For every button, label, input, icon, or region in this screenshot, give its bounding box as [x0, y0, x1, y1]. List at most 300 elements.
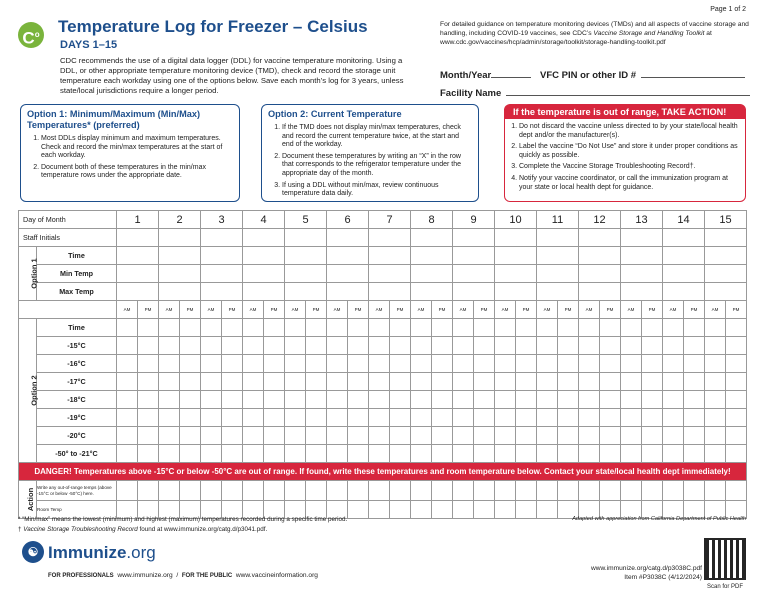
option1-cell[interactable]: [411, 283, 453, 301]
temp-cell[interactable]: [159, 373, 180, 391]
temp-cell[interactable]: [306, 373, 327, 391]
temp-cell[interactable]: [411, 427, 432, 445]
option2-time-cell[interactable]: [684, 319, 705, 337]
temp-cell[interactable]: [705, 445, 726, 463]
temp-cell[interactable]: [621, 337, 642, 355]
staff-initials-cell[interactable]: [453, 229, 495, 247]
temp-cell[interactable]: [264, 355, 285, 373]
temp-cell[interactable]: [201, 409, 222, 427]
temp-cell[interactable]: [516, 445, 537, 463]
temp-cell[interactable]: [516, 409, 537, 427]
temp-cell[interactable]: [726, 355, 747, 373]
temp-cell[interactable]: [600, 445, 621, 463]
staff-initials-cell[interactable]: [705, 229, 747, 247]
temp-cell[interactable]: [726, 427, 747, 445]
temp-cell[interactable]: [285, 409, 306, 427]
temp-cell[interactable]: [117, 355, 138, 373]
temp-cell[interactable]: [516, 373, 537, 391]
temp-cell[interactable]: [201, 445, 222, 463]
option1-cell[interactable]: [369, 247, 411, 265]
temp-cell[interactable]: [579, 409, 600, 427]
temp-cell[interactable]: [432, 445, 453, 463]
temp-cell[interactable]: [684, 427, 705, 445]
temp-cell[interactable]: [390, 355, 411, 373]
temp-cell[interactable]: [705, 409, 726, 427]
temp-cell[interactable]: [642, 373, 663, 391]
option1-cell[interactable]: [117, 247, 159, 265]
temp-cell[interactable]: [369, 373, 390, 391]
out-of-range-cell[interactable]: [285, 481, 306, 501]
public-link[interactable]: www.vaccineinformation.org: [235, 572, 318, 579]
temp-cell[interactable]: [264, 373, 285, 391]
temp-cell[interactable]: [600, 337, 621, 355]
temp-cell[interactable]: [516, 337, 537, 355]
out-of-range-cell[interactable]: [600, 481, 621, 501]
temp-cell[interactable]: [327, 445, 348, 463]
temp-cell[interactable]: [642, 409, 663, 427]
temp-cell[interactable]: [348, 391, 369, 409]
temp-cell[interactable]: [243, 337, 264, 355]
temp-cell[interactable]: [621, 391, 642, 409]
option1-cell[interactable]: [369, 283, 411, 301]
temp-cell[interactable]: [453, 445, 474, 463]
temp-cell[interactable]: [663, 355, 684, 373]
option2-time-cell[interactable]: [579, 319, 600, 337]
temp-cell[interactable]: [348, 337, 369, 355]
staff-initials-cell[interactable]: [243, 229, 285, 247]
option1-cell[interactable]: [327, 247, 369, 265]
option1-cell[interactable]: [705, 283, 747, 301]
option2-time-cell[interactable]: [222, 319, 243, 337]
out-of-range-cell[interactable]: [180, 481, 201, 501]
temp-cell[interactable]: [642, 445, 663, 463]
option1-cell[interactable]: [621, 247, 663, 265]
facility-name-field[interactable]: Facility Name: [440, 83, 750, 101]
temp-cell[interactable]: [579, 391, 600, 409]
temp-cell[interactable]: [537, 409, 558, 427]
option1-cell[interactable]: [159, 283, 201, 301]
staff-initials-cell[interactable]: [495, 229, 537, 247]
temp-cell[interactable]: [495, 373, 516, 391]
temp-cell[interactable]: [411, 409, 432, 427]
option1-cell[interactable]: [537, 265, 579, 283]
temp-cell[interactable]: [558, 445, 579, 463]
temp-cell[interactable]: [243, 427, 264, 445]
temp-cell[interactable]: [117, 445, 138, 463]
temp-cell[interactable]: [474, 337, 495, 355]
option1-cell[interactable]: [117, 265, 159, 283]
option2-time-cell[interactable]: [390, 319, 411, 337]
option1-cell[interactable]: [243, 247, 285, 265]
temp-cell[interactable]: [201, 337, 222, 355]
temp-cell[interactable]: [537, 355, 558, 373]
temp-cell[interactable]: [285, 355, 306, 373]
temp-cell[interactable]: [558, 391, 579, 409]
option2-time-cell[interactable]: [432, 319, 453, 337]
room-temp-cell[interactable]: [474, 501, 495, 519]
room-temp-cell[interactable]: [369, 501, 390, 519]
option1-cell[interactable]: [411, 265, 453, 283]
option1-cell[interactable]: [579, 283, 621, 301]
room-temp-cell[interactable]: [411, 501, 432, 519]
temp-cell[interactable]: [411, 373, 432, 391]
temp-cell[interactable]: [495, 445, 516, 463]
staff-initials-cell[interactable]: [369, 229, 411, 247]
temp-cell[interactable]: [579, 373, 600, 391]
out-of-range-cell[interactable]: [621, 481, 642, 501]
temp-cell[interactable]: [642, 337, 663, 355]
out-of-range-cell[interactable]: [264, 481, 285, 501]
temp-cell[interactable]: [222, 445, 243, 463]
staff-initials-cell[interactable]: [537, 229, 579, 247]
temp-cell[interactable]: [327, 337, 348, 355]
temp-cell[interactable]: [579, 427, 600, 445]
temp-cell[interactable]: [348, 409, 369, 427]
out-of-range-cell[interactable]: [117, 481, 138, 501]
option1-cell[interactable]: [663, 247, 705, 265]
temp-cell[interactable]: [453, 427, 474, 445]
temp-cell[interactable]: [348, 427, 369, 445]
temp-cell[interactable]: [243, 355, 264, 373]
temp-cell[interactable]: [306, 391, 327, 409]
out-of-range-cell[interactable]: [474, 481, 495, 501]
temp-cell[interactable]: [621, 445, 642, 463]
temp-cell[interactable]: [537, 337, 558, 355]
temp-cell[interactable]: [306, 409, 327, 427]
temp-cell[interactable]: [306, 427, 327, 445]
temp-cell[interactable]: [348, 355, 369, 373]
option2-time-cell[interactable]: [159, 319, 180, 337]
option1-cell[interactable]: [117, 283, 159, 301]
temp-cell[interactable]: [369, 409, 390, 427]
temp-cell[interactable]: [726, 445, 747, 463]
option1-cell[interactable]: [537, 247, 579, 265]
staff-initials-cell[interactable]: [663, 229, 705, 247]
temp-cell[interactable]: [726, 337, 747, 355]
temp-cell[interactable]: [243, 373, 264, 391]
option2-time-cell[interactable]: [600, 319, 621, 337]
out-of-range-cell[interactable]: [327, 481, 348, 501]
temp-cell[interactable]: [600, 373, 621, 391]
out-of-range-cell[interactable]: [558, 481, 579, 501]
temp-cell[interactable]: [264, 337, 285, 355]
option1-cell[interactable]: [201, 283, 243, 301]
temp-cell[interactable]: [222, 427, 243, 445]
temp-cell[interactable]: [453, 337, 474, 355]
option1-cell[interactable]: [705, 265, 747, 283]
temp-cell[interactable]: [579, 355, 600, 373]
temp-cell[interactable]: [537, 391, 558, 409]
temp-cell[interactable]: [453, 391, 474, 409]
temp-cell[interactable]: [285, 373, 306, 391]
temp-cell[interactable]: [180, 373, 201, 391]
temp-cell[interactable]: [264, 391, 285, 409]
temp-cell[interactable]: [138, 373, 159, 391]
option2-time-cell[interactable]: [495, 319, 516, 337]
option1-cell[interactable]: [621, 265, 663, 283]
out-of-range-cell[interactable]: [726, 481, 747, 501]
temp-cell[interactable]: [243, 445, 264, 463]
temp-cell[interactable]: [327, 355, 348, 373]
temp-cell[interactable]: [411, 355, 432, 373]
out-of-range-cell[interactable]: [348, 481, 369, 501]
option2-time-cell[interactable]: [285, 319, 306, 337]
option2-time-cell[interactable]: [453, 319, 474, 337]
out-of-range-cell[interactable]: [432, 481, 453, 501]
staff-initials-cell[interactable]: [285, 229, 327, 247]
out-of-range-cell[interactable]: [243, 481, 264, 501]
temp-cell[interactable]: [411, 337, 432, 355]
option2-time-cell[interactable]: [138, 319, 159, 337]
option2-time-cell[interactable]: [369, 319, 390, 337]
professionals-link[interactable]: www.immunize.org: [117, 572, 173, 579]
option1-cell[interactable]: [453, 283, 495, 301]
temp-cell[interactable]: [285, 427, 306, 445]
option1-cell[interactable]: [243, 265, 285, 283]
out-of-range-cell[interactable]: [516, 481, 537, 501]
temp-cell[interactable]: [726, 373, 747, 391]
temp-cell[interactable]: [306, 337, 327, 355]
option2-time-cell[interactable]: [306, 319, 327, 337]
option1-cell[interactable]: [285, 247, 327, 265]
room-temp-cell[interactable]: [390, 501, 411, 519]
staff-initials-cell[interactable]: [159, 229, 201, 247]
temp-cell[interactable]: [558, 409, 579, 427]
temp-cell[interactable]: [117, 373, 138, 391]
out-of-range-cell[interactable]: [642, 481, 663, 501]
option1-cell[interactable]: [327, 265, 369, 283]
temp-cell[interactable]: [180, 391, 201, 409]
room-temp-cell[interactable]: [537, 501, 558, 519]
temp-cell[interactable]: [327, 427, 348, 445]
temp-cell[interactable]: [390, 373, 411, 391]
temp-cell[interactable]: [684, 373, 705, 391]
temp-cell[interactable]: [495, 409, 516, 427]
temp-cell[interactable]: [180, 355, 201, 373]
temp-cell[interactable]: [369, 391, 390, 409]
vfc-pin-field[interactable]: VFC PIN or other ID #: [540, 65, 745, 83]
temp-cell[interactable]: [117, 391, 138, 409]
option2-time-cell[interactable]: [516, 319, 537, 337]
temp-cell[interactable]: [180, 409, 201, 427]
out-of-range-cell[interactable]: [138, 481, 159, 501]
option2-time-cell[interactable]: [411, 319, 432, 337]
option1-cell[interactable]: [201, 247, 243, 265]
temp-cell[interactable]: [264, 427, 285, 445]
out-of-range-cell[interactable]: [705, 481, 726, 501]
temp-cell[interactable]: [474, 409, 495, 427]
temp-cell[interactable]: [600, 355, 621, 373]
temp-cell[interactable]: [432, 427, 453, 445]
temp-cell[interactable]: [663, 445, 684, 463]
temp-cell[interactable]: [180, 445, 201, 463]
temp-cell[interactable]: [369, 445, 390, 463]
option1-cell[interactable]: [369, 265, 411, 283]
temp-cell[interactable]: [243, 409, 264, 427]
option2-time-cell[interactable]: [180, 319, 201, 337]
temp-cell[interactable]: [117, 409, 138, 427]
temp-cell[interactable]: [390, 427, 411, 445]
out-of-range-cell[interactable]: [369, 481, 390, 501]
temp-cell[interactable]: [642, 391, 663, 409]
option1-cell[interactable]: [411, 247, 453, 265]
temp-cell[interactable]: [327, 373, 348, 391]
option2-time-cell[interactable]: [726, 319, 747, 337]
out-of-range-cell[interactable]: [306, 481, 327, 501]
temp-cell[interactable]: [600, 427, 621, 445]
temp-cell[interactable]: [474, 391, 495, 409]
option2-time-cell[interactable]: [558, 319, 579, 337]
temp-cell[interactable]: [138, 355, 159, 373]
temp-cell[interactable]: [369, 427, 390, 445]
staff-initials-cell[interactable]: [579, 229, 621, 247]
temp-cell[interactable]: [474, 445, 495, 463]
temp-cell[interactable]: [558, 337, 579, 355]
temp-cell[interactable]: [306, 355, 327, 373]
temp-cell[interactable]: [474, 373, 495, 391]
temp-cell[interactable]: [264, 409, 285, 427]
temp-cell[interactable]: [453, 373, 474, 391]
option1-cell[interactable]: [579, 247, 621, 265]
temp-cell[interactable]: [495, 355, 516, 373]
temp-cell[interactable]: [117, 427, 138, 445]
temp-cell[interactable]: [621, 427, 642, 445]
option1-cell[interactable]: [243, 283, 285, 301]
temp-cell[interactable]: [411, 445, 432, 463]
staff-initials-cell[interactable]: [411, 229, 453, 247]
temp-cell[interactable]: [663, 373, 684, 391]
option1-cell[interactable]: [495, 283, 537, 301]
option2-time-cell[interactable]: [327, 319, 348, 337]
option2-time-cell[interactable]: [243, 319, 264, 337]
temp-cell[interactable]: [621, 373, 642, 391]
temp-cell[interactable]: [495, 391, 516, 409]
temp-cell[interactable]: [684, 445, 705, 463]
temp-cell[interactable]: [516, 355, 537, 373]
out-of-range-cell[interactable]: [222, 481, 243, 501]
temp-cell[interactable]: [579, 445, 600, 463]
staff-initials-cell[interactable]: [621, 229, 663, 247]
temp-cell[interactable]: [663, 409, 684, 427]
temp-cell[interactable]: [159, 337, 180, 355]
temp-cell[interactable]: [159, 427, 180, 445]
option1-cell[interactable]: [495, 247, 537, 265]
temp-cell[interactable]: [663, 427, 684, 445]
temp-cell[interactable]: [180, 427, 201, 445]
option2-time-cell[interactable]: [348, 319, 369, 337]
staff-initials-cell[interactable]: [201, 229, 243, 247]
out-of-range-cell[interactable]: [537, 481, 558, 501]
temp-cell[interactable]: [159, 445, 180, 463]
out-of-range-cell[interactable]: [411, 481, 432, 501]
option1-cell[interactable]: [663, 283, 705, 301]
temp-cell[interactable]: [117, 337, 138, 355]
temp-cell[interactable]: [684, 409, 705, 427]
temp-cell[interactable]: [432, 391, 453, 409]
temp-cell[interactable]: [390, 391, 411, 409]
option1-cell[interactable]: [453, 265, 495, 283]
temp-cell[interactable]: [180, 337, 201, 355]
option1-cell[interactable]: [495, 265, 537, 283]
temp-cell[interactable]: [453, 355, 474, 373]
temp-cell[interactable]: [705, 373, 726, 391]
option1-cell[interactable]: [663, 265, 705, 283]
month-year-field[interactable]: Month/Year: [440, 65, 531, 83]
room-temp-cell[interactable]: [453, 501, 474, 519]
option1-cell[interactable]: [159, 265, 201, 283]
out-of-range-cell[interactable]: [159, 481, 180, 501]
temp-cell[interactable]: [684, 337, 705, 355]
temp-cell[interactable]: [663, 391, 684, 409]
temp-cell[interactable]: [201, 373, 222, 391]
temp-cell[interactable]: [495, 427, 516, 445]
option1-cell[interactable]: [579, 265, 621, 283]
temp-cell[interactable]: [306, 445, 327, 463]
option2-time-cell[interactable]: [201, 319, 222, 337]
option1-cell[interactable]: [327, 283, 369, 301]
option1-cell[interactable]: [201, 265, 243, 283]
option1-cell[interactable]: [159, 247, 201, 265]
temp-cell[interactable]: [222, 355, 243, 373]
temp-cell[interactable]: [201, 391, 222, 409]
temp-cell[interactable]: [642, 355, 663, 373]
temp-cell[interactable]: [327, 409, 348, 427]
option2-time-cell[interactable]: [642, 319, 663, 337]
temp-cell[interactable]: [138, 391, 159, 409]
temp-cell[interactable]: [621, 355, 642, 373]
temp-cell[interactable]: [516, 427, 537, 445]
temp-cell[interactable]: [432, 337, 453, 355]
temp-cell[interactable]: [285, 445, 306, 463]
temp-cell[interactable]: [390, 445, 411, 463]
out-of-range-cell[interactable]: [663, 481, 684, 501]
temp-cell[interactable]: [642, 427, 663, 445]
temp-cell[interactable]: [600, 409, 621, 427]
temp-cell[interactable]: [222, 391, 243, 409]
room-temp-cell[interactable]: [348, 501, 369, 519]
temp-cell[interactable]: [285, 391, 306, 409]
temp-cell[interactable]: [411, 391, 432, 409]
temp-cell[interactable]: [453, 409, 474, 427]
out-of-range-cell[interactable]: [495, 481, 516, 501]
temp-cell[interactable]: [201, 355, 222, 373]
temp-cell[interactable]: [705, 427, 726, 445]
temp-cell[interactable]: [537, 445, 558, 463]
temp-cell[interactable]: [495, 337, 516, 355]
out-of-range-cell[interactable]: [453, 481, 474, 501]
temp-cell[interactable]: [474, 355, 495, 373]
temp-cell[interactable]: [579, 337, 600, 355]
temp-cell[interactable]: [726, 409, 747, 427]
temp-cell[interactable]: [390, 409, 411, 427]
option2-time-cell[interactable]: [705, 319, 726, 337]
temp-cell[interactable]: [537, 373, 558, 391]
temp-cell[interactable]: [285, 337, 306, 355]
temp-cell[interactable]: [222, 337, 243, 355]
room-temp-cell[interactable]: [516, 501, 537, 519]
temp-cell[interactable]: [684, 391, 705, 409]
option1-cell[interactable]: [285, 283, 327, 301]
temp-cell[interactable]: [159, 391, 180, 409]
option1-cell[interactable]: [705, 247, 747, 265]
temp-cell[interactable]: [474, 427, 495, 445]
temp-cell[interactable]: [138, 445, 159, 463]
temp-cell[interactable]: [558, 427, 579, 445]
temp-cell[interactable]: [264, 445, 285, 463]
option2-time-cell[interactable]: [264, 319, 285, 337]
temp-cell[interactable]: [159, 409, 180, 427]
option2-time-cell[interactable]: [663, 319, 684, 337]
